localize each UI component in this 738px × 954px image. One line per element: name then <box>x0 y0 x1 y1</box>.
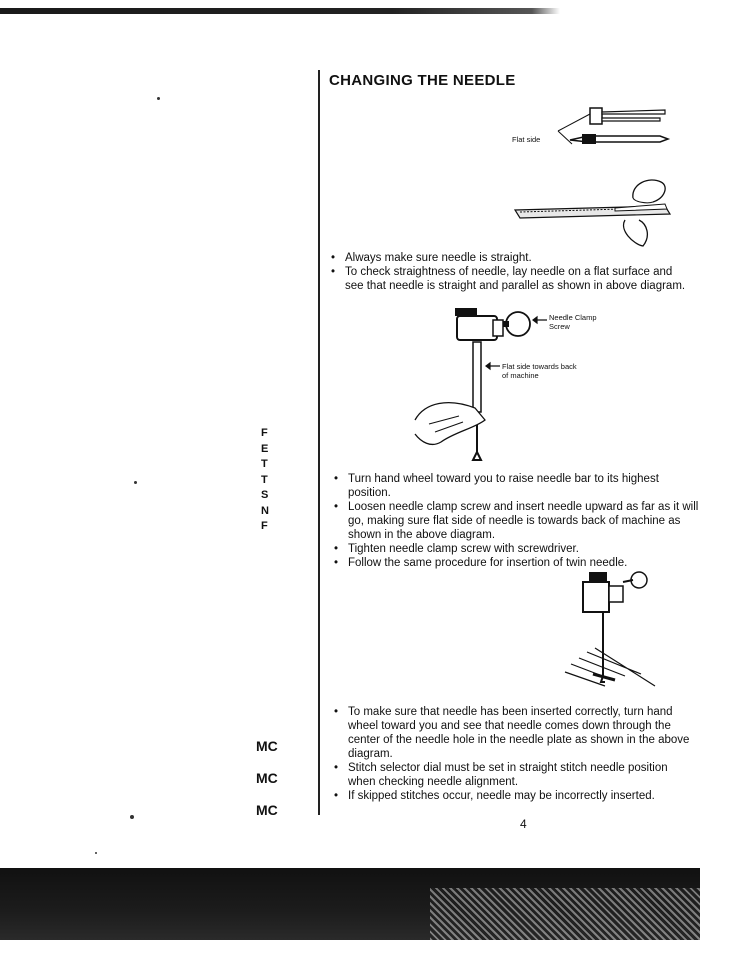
scan-speck <box>130 815 134 819</box>
scan-speck <box>157 97 160 100</box>
label-needle-clamp-screw: Needle Clamp Screw <box>549 313 597 331</box>
bullet-item: • Always make sure needle is straight. <box>331 251 691 265</box>
needle-flat-side-illustration <box>510 100 670 160</box>
bullet-item: • Tighten needle clamp screw with screwdriver. <box>334 542 699 556</box>
margin-mc-3: MC <box>256 802 278 818</box>
scan-bottom-edge <box>0 868 700 940</box>
bullet-item: • If skipped stitches occur, needle may be incorrectly inserted. <box>334 789 698 803</box>
needle-insertion-illustration <box>415 302 545 467</box>
margin-letter: N <box>261 504 269 517</box>
scan-top-edge <box>0 8 560 14</box>
margin-mc-1: MC <box>256 738 278 754</box>
page-number: 4 <box>520 817 527 831</box>
margin-letter: E <box>261 442 269 455</box>
needle-straightness-illustration <box>515 170 675 250</box>
bullet-item: • To make sure that needle has been inserted correctly, turn hand wheel toward you and see that needle comes down through the center of the needle hole in the needle plate as shown in the above diagram. <box>334 705 698 761</box>
bullet-item: • Turn hand wheel toward you to raise needle bar to its highest position. <box>334 472 699 500</box>
margin-letter: F <box>261 520 268 532</box>
arrow-icon <box>533 316 547 324</box>
bullet-item: • Follow the same procedure for insertion of twin needle. <box>334 556 699 570</box>
label-flat-side: Flat side <box>512 135 541 144</box>
straightness-instructions <box>331 251 691 293</box>
bullet-item: • Loosen needle clamp screw and insert needle upward as far as it will go, making sure flat side of needle is towards back of machine as shown in the above diagram. <box>334 500 699 542</box>
page-title: CHANGING THE NEEDLE <box>329 72 516 89</box>
margin-letter: T <box>261 458 268 470</box>
margin-mc-2: MC <box>256 770 278 786</box>
bullet-item: • To check straightness of needle, lay needle on a flat surface and see that needle is straight and parallel as shown in above diagram. <box>331 265 691 293</box>
margin-letters <box>261 426 269 535</box>
margin-letter: F <box>261 427 268 439</box>
needle-plate-alignment-illustration <box>565 568 665 698</box>
bullet-item: • Stitch selector dial must be set in straight stitch needle position when checking needle alignment. <box>334 761 698 789</box>
margin-letter: S <box>261 489 269 501</box>
arrow-icon <box>486 362 500 370</box>
label-flat-side-towards-back: Flat side towards back of machine <box>502 362 577 380</box>
alignment-instructions <box>334 705 698 803</box>
scan-speck <box>95 852 97 854</box>
insertion-instructions <box>334 472 699 570</box>
scan-speck <box>134 481 137 484</box>
column-divider <box>318 70 320 815</box>
margin-letter: T <box>261 473 268 486</box>
